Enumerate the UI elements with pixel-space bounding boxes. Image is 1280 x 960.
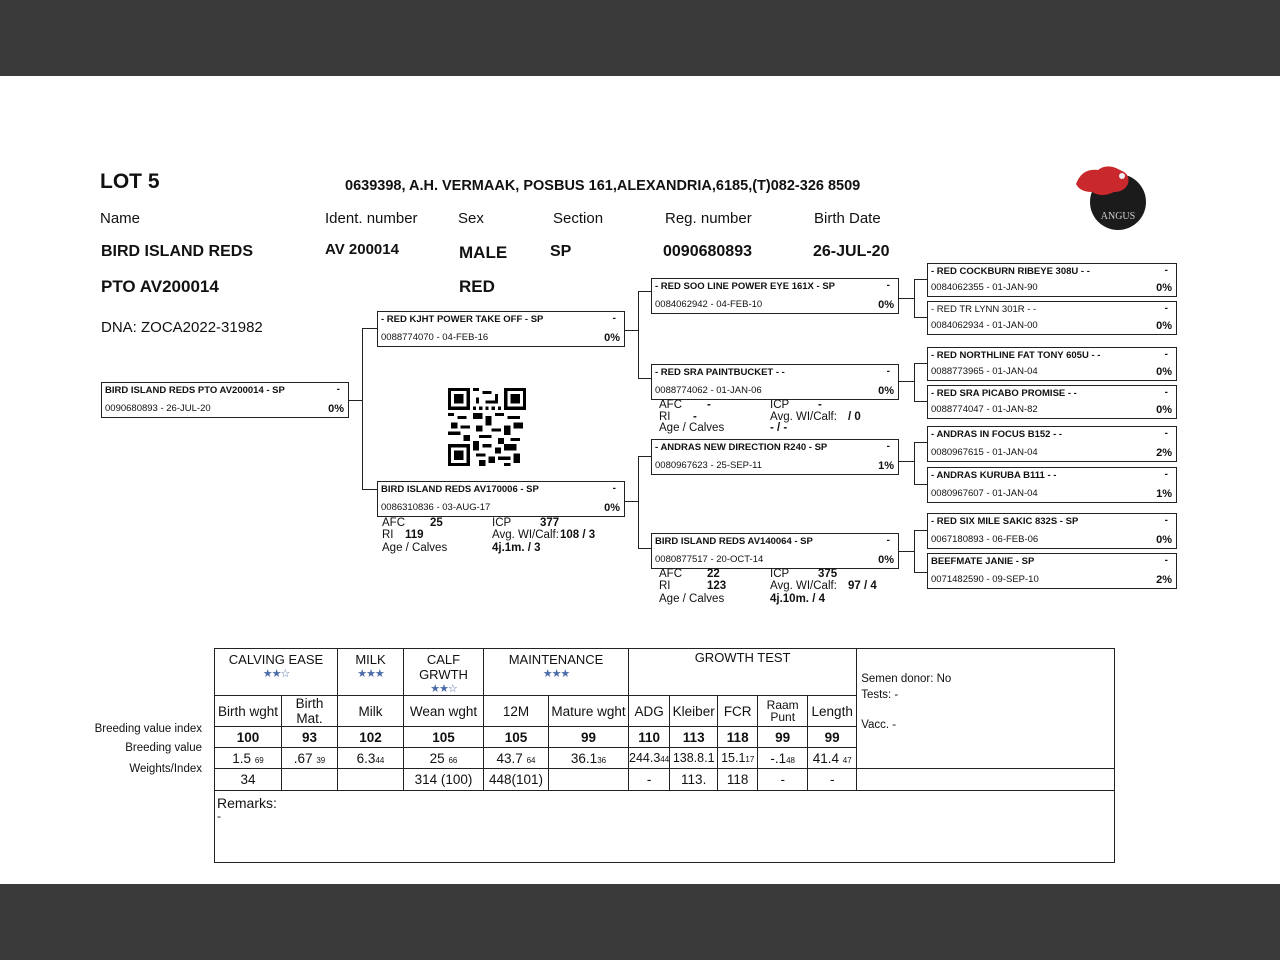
reg-date: 0080967623 - 25-SEP-11 [655,460,763,471]
animal-birth: 26-JUL-20 [813,243,890,260]
reg-date: 0088773965 - 01-JAN-04 [931,366,1038,377]
dash: - [1164,387,1168,398]
connector [914,442,927,443]
bv-cell [484,748,549,769]
bv-value: 138.8.1 [672,751,715,765]
reg-date: 0088774047 - 01-JAN-82 [931,404,1038,415]
sd-ri-value: - [693,411,697,423]
connector [362,328,377,329]
qr-code [446,388,528,466]
weight-value: 113. [670,769,718,791]
connector [898,298,914,299]
connector [638,456,639,548]
connector [348,400,362,401]
bv-accuracy: 39 [316,755,326,765]
dd-avg-label: Avg. WI/Calf: [770,580,837,592]
col-header: Kleiber [670,696,718,727]
connector [914,363,927,364]
index-value: 99 [549,727,629,748]
dam-icp-label: ICP [492,517,512,529]
dam-age-value: 4j.1m. / 3 [492,542,541,554]
dd-icp-label: ICP [770,568,790,580]
dash: - [1164,515,1168,526]
index-value: 118 [718,727,758,748]
bv-value: 1.5 [232,750,252,766]
percentage: 1% [878,460,894,472]
animal-name: BEEFMATE JANIE - SP [931,556,1035,567]
bv-accuracy: 44 [375,755,385,765]
percentage: 0% [1156,366,1172,378]
connector [362,489,377,490]
dd-avg-value: 97 / 4 [848,580,877,592]
dd-afc-value: 22 [707,568,720,580]
dna-code: DNA: ZOCA2022-31982 [101,319,263,336]
col-header: 12M [484,696,549,727]
svg-text:ANGUS: ANGUS [1100,211,1136,222]
connector [898,551,914,552]
index-value: 99 [758,727,808,748]
pedigree-dam-dam [651,533,899,569]
reg-date: 0067180893 - 06-FEB-06 [931,534,1039,545]
col-header: ADG [629,696,670,727]
sd-avg-label: Avg. WI/Calf: [770,411,837,423]
dash: - [612,483,616,494]
reg-date: 0088774070 - 04-FEB-16 [381,332,489,343]
reg-date: 0080877517 - 20-OCT-14 [655,554,764,565]
weight-value [282,769,338,791]
animal-name: BIRD ISLAND REDS AV140064 - SP [655,536,813,547]
bv-cell [215,748,282,769]
sd-icp-value: - [818,399,822,411]
pedigree-sire-dam [651,364,899,400]
bv-accuracy: 64 [526,755,536,765]
animal-sex: MALE [459,243,508,262]
weight-value [338,769,404,791]
document-page [0,76,1280,884]
bv-cell [670,748,718,769]
pedigree-sire-sire [651,278,899,314]
dd-ri-value: 123 [707,580,727,592]
connector [898,461,914,462]
bv-cell [808,748,857,769]
animal-name: - ANDRAS NEW DIRECTION R240 - SP [655,442,828,453]
sd-afc-value: - [707,399,711,411]
weight-empty [857,769,1115,791]
col-header: Raam Punt [758,696,808,727]
bv-accuracy: 48 [786,755,796,765]
tests: Tests: - [861,689,899,701]
pedigree-great-grandparent-5 [927,426,1177,462]
index-value: 100 [215,727,282,748]
bv-cell [718,748,758,769]
bv-value: .67 [293,750,313,766]
reg-date: 0084062355 - 01-JAN-90 [931,282,1038,293]
index-value: 99 [808,727,857,748]
connector [638,548,651,549]
bv-accuracy: 36 [597,755,607,765]
pedigree-great-grandparent-4 [927,385,1177,419]
group-title: GROWTH TEST [694,650,791,665]
group-growth-test [629,649,857,696]
percentage: 0% [328,403,344,415]
group-milk [338,649,404,696]
animal-reg: 0090680893 [663,243,752,260]
dd-age-label: Age / Calves [659,593,725,605]
percentage: 0% [604,332,620,344]
connector [914,317,927,318]
animal-name: - ANDRAS IN FOCUS B152 - - [931,429,1063,440]
pedigree-dam [377,481,625,517]
index-value: 110 [629,727,670,748]
dd-icp-value: 375 [818,568,838,580]
header-name: Name [100,210,141,227]
group-maintenance [484,649,629,696]
animal-name: - ANDRAS KURUBA B111 - - [931,470,1057,481]
reg-date: 0090680893 - 26-JUL-20 [105,403,211,414]
connector [914,442,915,484]
animal-section: SP [550,243,572,260]
animal-name: - RED COCKBURN RIBEYE 308U - - [931,266,1090,277]
breeding-value-table [214,648,1115,863]
index-value: 105 [404,727,484,748]
angus-logo [1072,162,1148,234]
animal-name: - RED KJHT POWER TAKE OFF - SP [381,314,544,325]
bv-value: 15.1 [721,751,746,765]
reg-date: 0080967607 - 01-JAN-04 [931,488,1038,499]
dam-ri-value: 119 [405,529,424,541]
semen-donor: Semen donor: No [861,673,952,685]
bv-cell [549,748,629,769]
group-title: MILK [355,652,386,667]
weight-value: 34 [215,769,282,791]
info-cell [857,649,1115,769]
index-value: 93 [282,727,338,748]
connector [914,530,927,531]
pedigree-sire [377,311,625,347]
weight-value: 314 (100) [404,769,484,791]
dam-age-label: Age / Calves [382,542,448,554]
breeder-info: 0639398, A.H. VERMAAK, POSBUS 161,ALEXANDRIA,6185,(T)082-326 8509 [345,178,861,194]
header-section: Section [553,210,604,227]
weight-value [549,769,629,791]
pedigree-great-grandparent-8 [927,553,1177,589]
lot-number: LOT 5 [100,170,160,193]
dash: - [612,313,616,324]
calf-stars-icon: ★★☆ [430,683,457,695]
row-label-weights: Weights/Index [129,763,202,775]
animal-color: RED [459,277,495,296]
animal-name: - RED SOO LINE POWER EYE 161X - SP [655,281,836,292]
index-value: 105 [484,727,549,748]
percentage: 2% [1156,574,1172,586]
pedigree-great-grandparent-3 [927,347,1177,381]
connector [638,378,651,379]
pedigree-self [101,382,349,418]
dash: - [1164,428,1168,439]
dd-age-value: 4j.10m. / 4 [770,593,825,605]
connector [362,328,363,489]
connector [638,291,639,378]
animal-name: - RED SRA PAINTBUCKET - - [655,367,785,378]
connector [914,572,927,573]
connector [624,501,638,502]
col-header: Birth wght [215,696,282,727]
header-birth: Birth Date [814,210,881,227]
milk-stars-icon: ★★★ [357,668,384,680]
reg-date: 0080967615 - 01-JAN-04 [931,447,1038,458]
bv-accuracy: 66 [448,755,458,765]
row-label-bv: Breeding value [125,742,202,754]
connector [638,456,651,457]
col-header: FCR [718,696,758,727]
bv-cell [282,748,338,769]
connector [914,530,915,572]
pedigree-great-grandparent-6 [927,467,1177,503]
connector [624,330,638,331]
dash: - [886,280,890,291]
bv-value: -.1 [770,750,787,766]
group-title: MAINTENANCE [508,652,604,667]
animal-name: - RED TR LYNN 301R - - [931,304,1037,315]
bv-value: 36.1 [570,750,598,766]
dash: - [1164,349,1168,360]
percentage: 0% [878,299,894,311]
header-reg: Reg. number [665,210,752,227]
reg-date: 0084062942 - 04-FEB-10 [655,299,763,310]
sd-icp-label: ICP [770,399,790,411]
sd-avg-value: / 0 [848,411,861,423]
bv-value: 25 [429,750,445,766]
animal-name: - RED SIX MILE SAKIC 832S - SP [931,516,1079,527]
row-label-index: Breeding value index [94,723,202,735]
col-header: Mature wght [549,696,629,727]
connector [638,291,651,292]
animal-name-2: PTO AV200014 [101,277,219,296]
pedigree-great-grandparent-7 [927,513,1177,549]
weight-value: - [629,769,670,791]
percentage: 0% [1156,282,1172,294]
bv-cell [758,748,808,769]
col-header: Birth Mat. [282,696,338,727]
pedigree-great-grandparent-2 [927,301,1177,335]
percentage: 0% [1156,404,1172,416]
bv-cell [629,748,670,769]
header-ident: Ident. number [325,210,418,227]
percentage: 0% [878,385,894,397]
remarks-cell [215,791,1115,863]
weight-value: - [758,769,808,791]
dam-ri-label: RI [382,529,394,541]
dam-avg-value: 108 / 3 [560,529,596,541]
group-title: CALF GRWTH [419,652,468,682]
percentage: 0% [1156,534,1172,546]
sd-age-label: Age / Calves [659,422,725,434]
connector [914,363,915,401]
reg-date: 0088774062 - 01-JAN-06 [655,385,762,396]
dam-avg-label: Avg. WI/Calf: [492,529,559,541]
animal-ident: AV 200014 [325,241,399,258]
bv-value: 244.3 [629,751,661,765]
group-calf-growth [404,649,484,696]
reg-date: 0086310836 - 03-AUG-17 [381,502,491,513]
group-calving-ease [215,649,338,696]
sd-ri-label: RI [659,411,671,423]
dash: - [1164,303,1168,314]
bv-value: 41.4 [812,750,839,766]
vaccination: Vacc. - [861,719,897,731]
dash: - [336,384,340,395]
percentage: 0% [604,502,620,514]
pedigree-great-grandparent-1 [927,263,1177,297]
animal-name: BIRD ISLAND REDS AV170006 - SP [381,484,539,495]
bv-accuracy: 17 [745,755,755,764]
group-title: CALVING EASE [228,652,324,667]
dash: - [886,535,890,546]
bv-value: 43.7 [496,750,523,766]
remarks-text: - [217,809,221,823]
connector [898,381,914,382]
reg-date: 0084062934 - 01-JAN-00 [931,320,1038,331]
dd-afc-label: AFC [659,568,682,580]
percentage: 2% [1156,447,1172,459]
bv-accuracy: 44 [660,755,670,764]
col-header: Wean wght [404,696,484,727]
dash: - [1164,469,1168,480]
bv-cell [338,748,404,769]
animal-name: BIRD ISLAND REDS PTO AV200014 - SP [105,385,285,396]
bv-cell [404,748,484,769]
animal-name: - RED NORTHLINE FAT TONY 605U - - [931,350,1101,361]
dash: - [1164,265,1168,276]
remarks-label: Remarks: [217,795,277,811]
percentage: 0% [878,554,894,566]
weight-value: 448(101) [484,769,549,791]
animal-name: BIRD ISLAND REDS [101,243,254,260]
sd-afc-label: AFC [659,399,682,411]
header-sex: Sex [458,210,484,227]
bv-accuracy: 69 [254,755,264,765]
reg-date: 0071482590 - 09-SEP-10 [931,574,1039,585]
dash: - [886,366,890,377]
percentage: 1% [1156,488,1172,500]
weight-value: 118 [718,769,758,791]
maintenance-stars-icon: ★★★ [542,668,570,680]
dash: - [886,441,890,452]
bv-accuracy: 47 [842,755,852,765]
connector [914,484,927,485]
index-value: 113 [670,727,718,748]
bv-value: 6.3 [356,750,376,766]
dd-ri-label: RI [659,580,671,592]
dam-afc-label: AFC [382,517,405,529]
weight-value: - [808,769,857,791]
index-value: 102 [338,727,404,748]
calving-stars-icon: ★★☆ [262,668,290,680]
percentage: 0% [1156,320,1172,332]
pedigree-dam-sire [651,439,899,475]
col-header: Milk [338,696,404,727]
connector [914,279,915,317]
col-header: Length [808,696,857,727]
dam-icp-value: 377 [540,517,560,529]
dash: - [1164,555,1168,566]
connector [914,401,927,402]
dam-afc-value: 25 [430,517,443,529]
connector [914,279,927,280]
sd-age-value: - / - [770,422,788,434]
animal-name: - RED SRA PICABO PROMISE - - [931,388,1077,399]
